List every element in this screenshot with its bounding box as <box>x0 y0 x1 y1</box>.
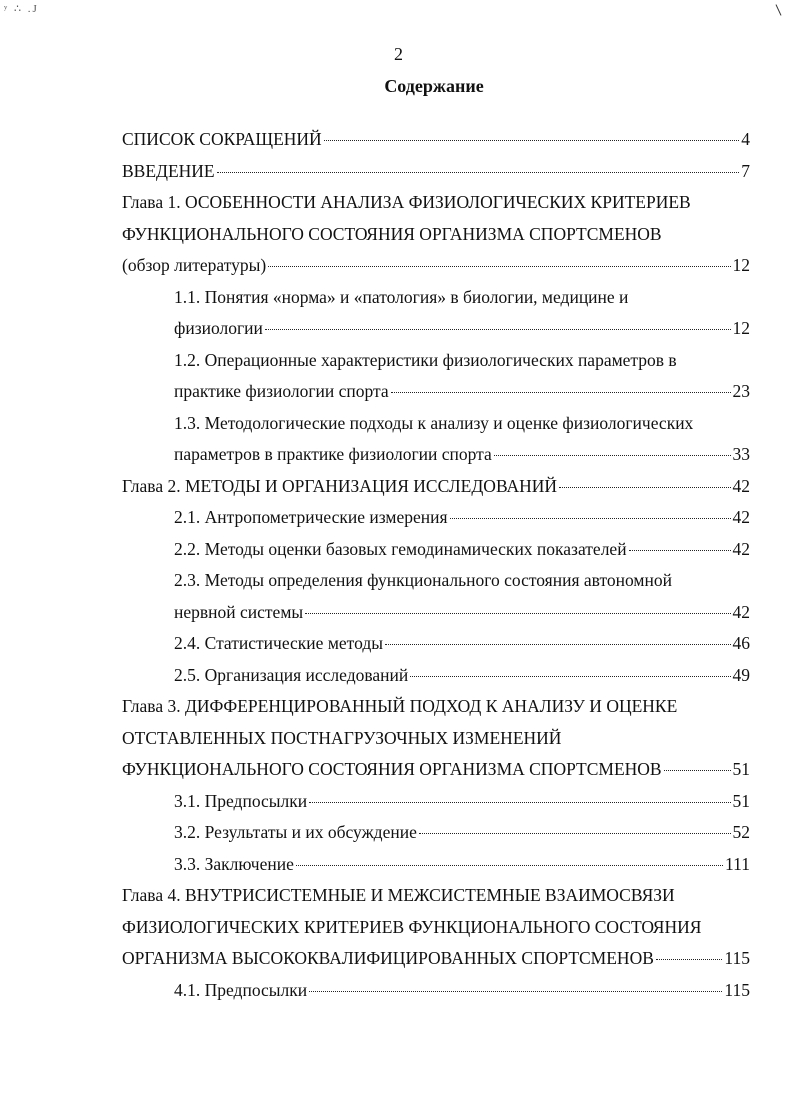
toc-page-number: 42 <box>732 507 750 527</box>
toc-chapter-line <box>122 124 750 154</box>
toc-entry-text: практике физиологии спорта <box>174 381 389 401</box>
toc-leader-dots <box>309 991 722 992</box>
toc-entry-text: 3.2. Результаты и их обсуждение <box>174 822 417 842</box>
toc-section-line <box>174 597 750 627</box>
toc-section-line <box>174 313 750 343</box>
toc-chapter-line <box>122 219 662 249</box>
toc-page-number: 12 <box>732 318 750 338</box>
toc-section-line <box>174 628 750 658</box>
toc-entry-text: ФИЗИОЛОГИЧЕСКИХ КРИТЕРИЕВ ФУНКЦИОНАЛЬНОГО СОСТОЯНИЯ <box>122 916 702 937</box>
toc-chapter-line <box>122 187 691 217</box>
toc-leader-dots <box>419 833 731 834</box>
toc-title: Содержание <box>384 76 484 96</box>
toc-entry-text: 2.2. Методы оценки базовых гемодинамических показателей <box>174 538 627 559</box>
toc-page-number: 33 <box>732 444 750 464</box>
toc-page-number: 51 <box>732 759 750 779</box>
toc-section-line <box>174 849 750 879</box>
toc-entry-text: 2.5. Организация исследований <box>174 664 409 685</box>
toc-chapter-line <box>122 880 675 910</box>
toc-entry-text: 3.1. Предпосылки <box>174 790 308 811</box>
toc-leader-dots <box>309 802 730 803</box>
toc-leader-dots <box>629 550 731 551</box>
toc-chapter-line <box>122 754 750 784</box>
toc-page-number: 4 <box>741 129 750 149</box>
toc-entry-text: 2.1. Антропометрические измерения <box>174 507 448 527</box>
toc-section-line <box>174 345 677 375</box>
toc-entry-text: ФУНКЦИОНАЛЬНОГО СОСТОЯНИЯ ОРГАНИЗМА СПОРТСМЕНОВ <box>122 759 662 779</box>
toc-entry-text: ОТСТАВЛЕННЫХ ПОСТНАГРУЗОЧНЫХ ИЗМЕНЕНИЙ <box>122 727 562 748</box>
toc-entry-text: Глава 3. ДИФФЕРЕНЦИРОВАННЫЙ ПОДХОД К АНАЛИЗУ И ОЦЕНКЕ <box>122 696 678 716</box>
toc-section-line <box>174 565 672 595</box>
toc-page-number: 51 <box>732 790 750 811</box>
toc-leader-dots <box>391 392 731 393</box>
toc-chapter-line <box>122 471 750 501</box>
toc-leader-dots <box>664 770 731 771</box>
toc-leader-dots <box>265 329 731 330</box>
toc-entry-text: нервной системы <box>174 601 304 622</box>
toc-entry-text: 1.3. Методологические подходы к анализу и оценке физиологических <box>174 412 694 433</box>
toc-entry-text: 2.4. Статистические методы <box>174 633 383 653</box>
toc-page-number: 49 <box>732 664 750 685</box>
toc-entry-text: ФУНКЦИОНАЛЬНОГО СОСТОЯНИЯ ОРГАНИЗМА СПОРТСМЕНОВ <box>122 223 662 244</box>
toc-leader-dots <box>656 959 723 960</box>
toc-leader-dots <box>385 644 731 645</box>
toc-page-number: 12 <box>732 255 750 275</box>
toc-entry-text: 4.1. Предпосылки <box>174 979 308 1000</box>
toc-page-number: 42 <box>732 538 750 559</box>
toc-chapter-line <box>122 943 750 973</box>
toc-entry-text: ВВЕДЕНИЕ <box>122 160 215 181</box>
toc-chapter-line <box>122 723 561 753</box>
toc-chapter-line <box>122 912 701 942</box>
toc-entry-text: 1.1. Понятия «норма» и «патология» в биологии, медицине и <box>174 286 629 307</box>
toc-section-line <box>174 786 750 816</box>
toc-entry-text: (обзор литературы) <box>122 255 267 275</box>
toc-page-number: 42 <box>732 475 750 496</box>
toc-entry-text: Глава 1. ОСОБЕННОСТИ АНАЛИЗА ФИЗИОЛОГИЧЕСКИХ КРИТЕРИЕВ <box>122 192 691 212</box>
toc-section-line <box>174 975 750 1005</box>
toc-leader-dots <box>217 172 740 173</box>
toc-chapter-line <box>122 156 750 186</box>
toc-entry-text: ОРГАНИЗМА ВЫСОКОКВАЛИФИЦИРОВАННЫХ СПОРТСМЕНОВ <box>122 948 654 968</box>
toc-section-line <box>174 408 693 438</box>
toc-page-number: 42 <box>732 601 750 622</box>
toc-entry-text: параметров в практике физиологии спорта <box>174 444 492 464</box>
toc-entry-text: Глава 4. ВНУТРИСИСТЕМНЫЕ И МЕЖСИСТЕМНЫЕ ВЗАИМОСВЯЗИ <box>122 885 675 905</box>
page-number: 2 <box>394 44 403 64</box>
toc-section-line <box>174 282 628 312</box>
toc-section-line <box>174 376 750 406</box>
toc-entry-text: СПИСОК СОКРАЩЕНИЙ <box>122 129 322 149</box>
toc-page-number: 7 <box>741 160 750 181</box>
toc-page-number: 111 <box>725 853 750 874</box>
toc-section-line <box>174 817 750 847</box>
scan-tick-artifact <box>776 4 782 15</box>
toc-leader-dots <box>296 865 723 866</box>
toc-entry-text: 1.2. Операционные характеристики физиологических параметров в <box>174 349 677 370</box>
toc-page-number: 115 <box>724 979 750 1000</box>
toc-leader-dots <box>494 455 731 456</box>
toc-section-line <box>174 439 750 469</box>
toc-leader-dots <box>324 140 740 141</box>
toc-entry-text: Глава 2. МЕТОДЫ И ОРГАНИЗАЦИЯ ИССЛЕДОВАНИЙ <box>122 475 558 496</box>
toc-leader-dots <box>268 266 730 267</box>
toc-entry-text: 2.3. Методы определения функционального состояния автономной <box>174 570 672 590</box>
toc-section-line <box>174 660 750 690</box>
toc-leader-dots <box>410 676 730 677</box>
toc-leader-dots <box>450 518 731 519</box>
scan-artifact: ʸ ∴ .J <box>4 3 39 15</box>
toc-entry-text: 3.3. Заключение <box>174 853 294 874</box>
toc-page-number: 46 <box>732 633 750 653</box>
toc-entry-text: физиологии <box>174 318 263 338</box>
toc-leader-dots <box>559 487 730 488</box>
toc-page-number: 52 <box>732 822 750 842</box>
toc-leader-dots <box>305 613 730 614</box>
toc-page-number: 23 <box>732 381 750 401</box>
toc-chapter-line <box>122 691 677 721</box>
toc-section-line <box>174 502 750 532</box>
toc-page-number: 115 <box>724 948 750 968</box>
toc-chapter-line <box>122 250 750 280</box>
toc-section-line <box>174 534 750 564</box>
